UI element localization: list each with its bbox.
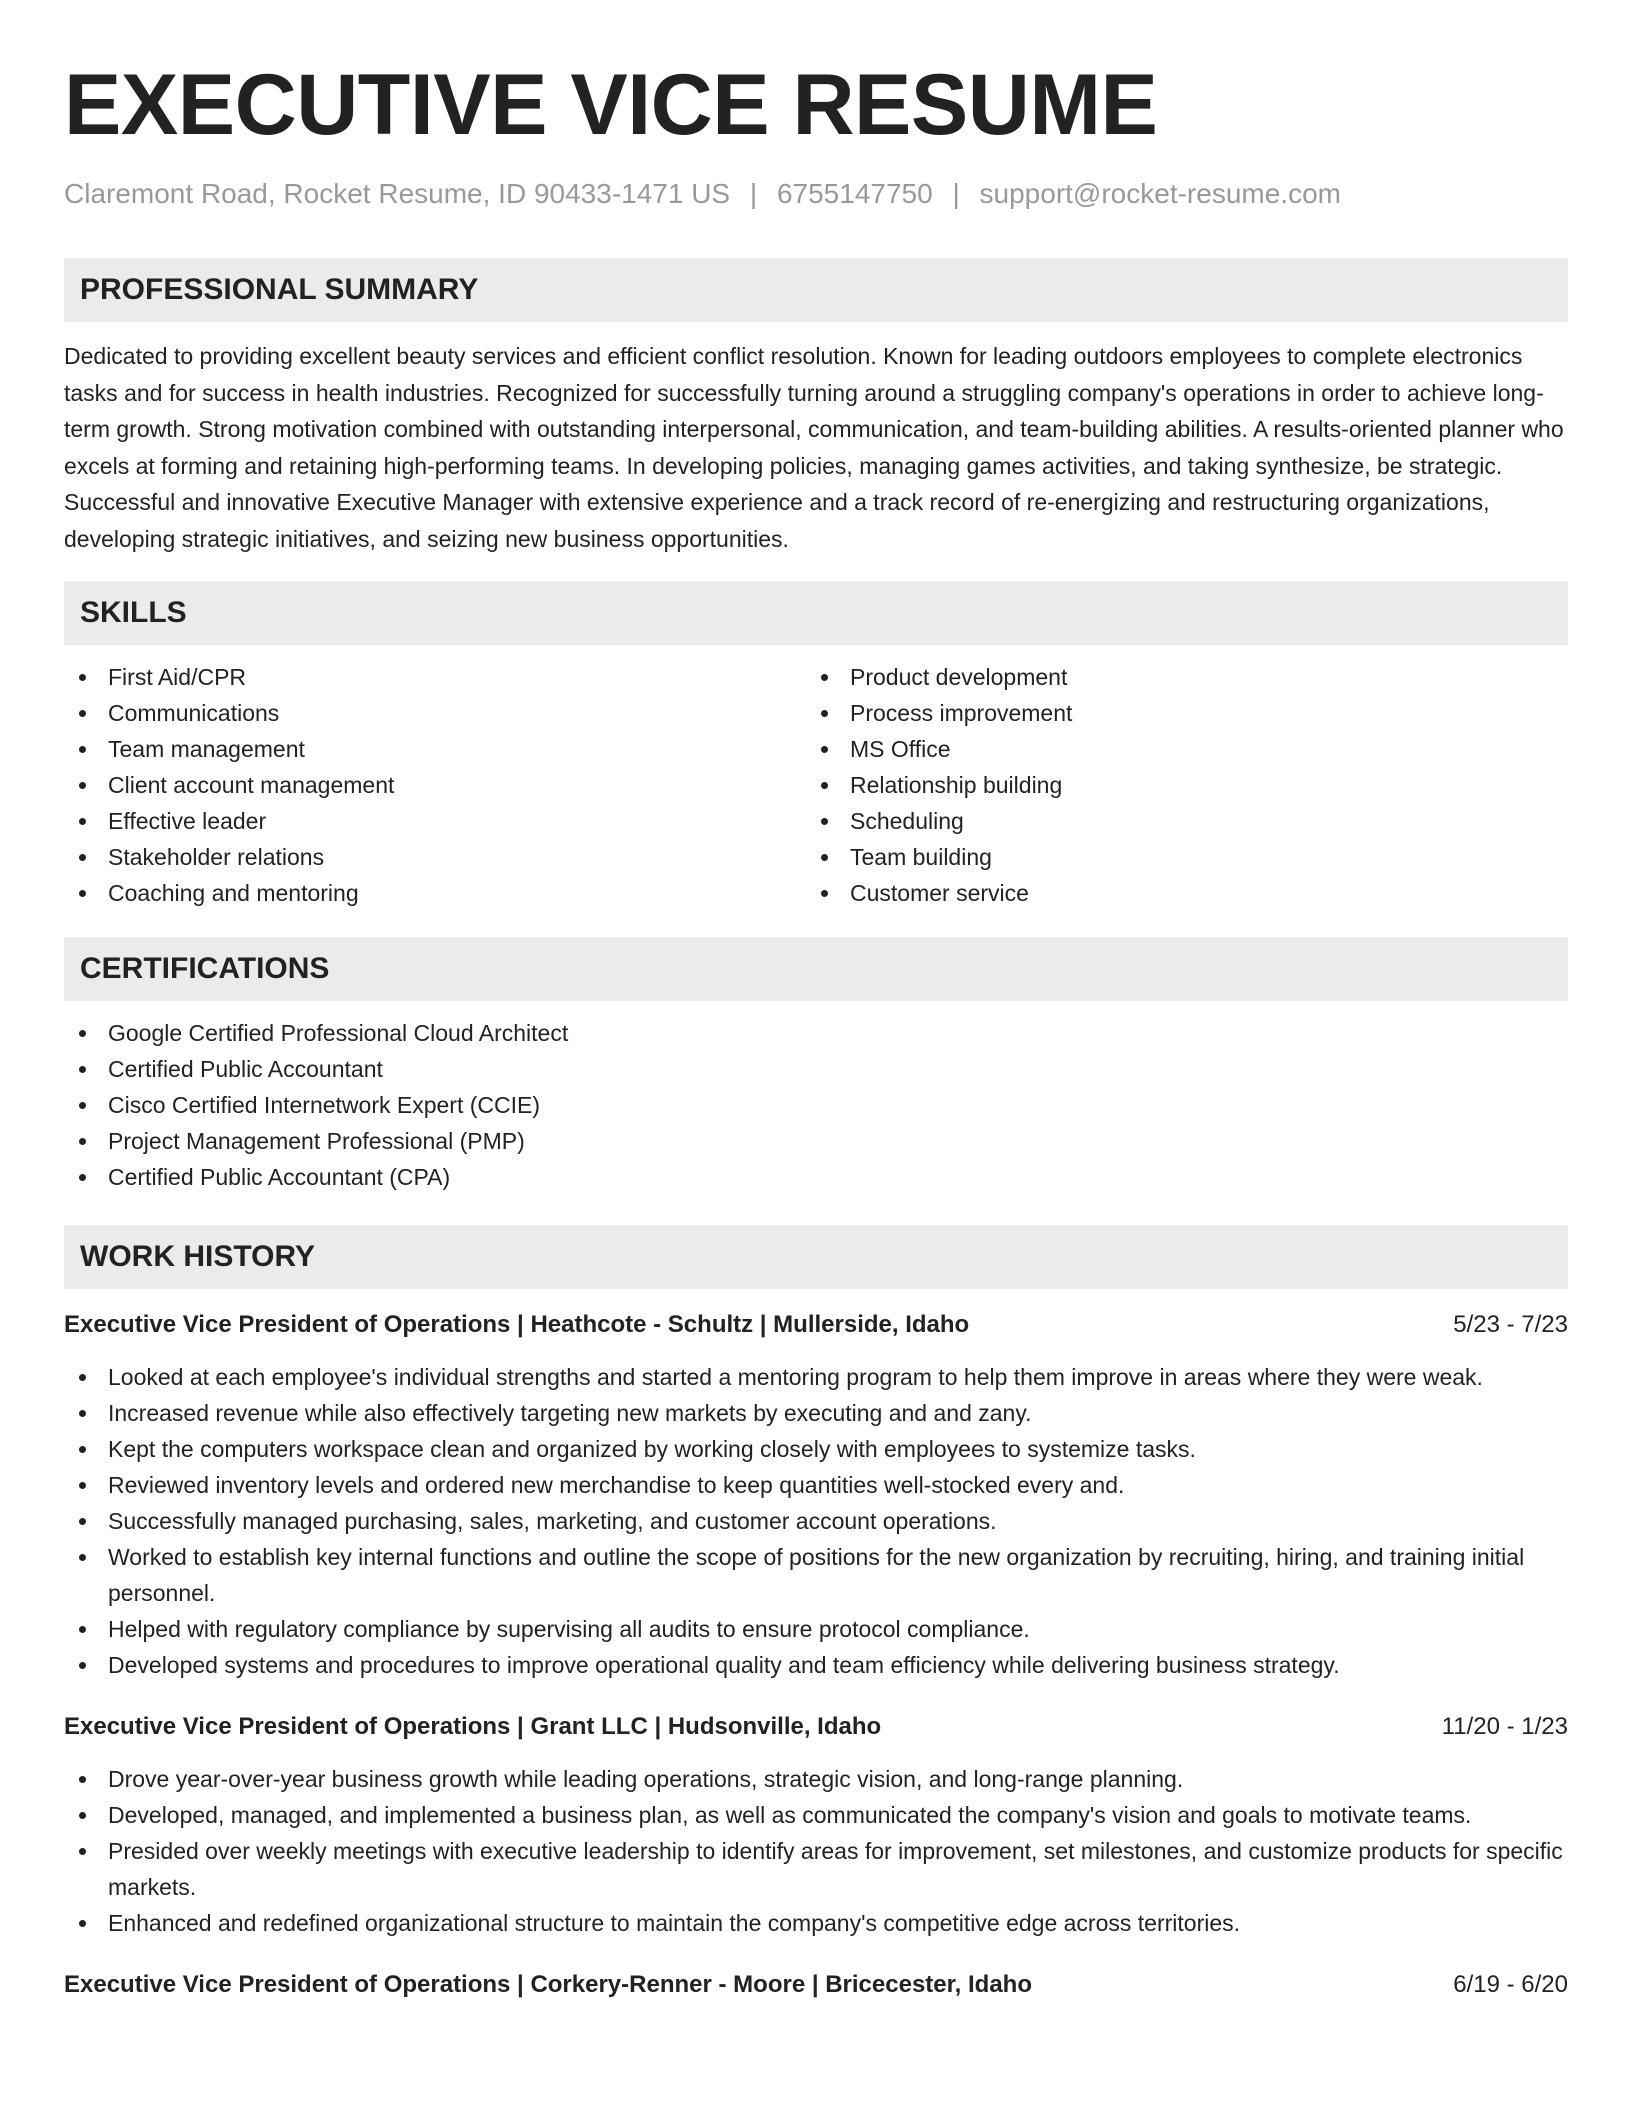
job-title: Executive Vice President of Operations | Corkery-Renner - Moore | Bricecester, Idaho — [64, 1971, 1032, 1998]
certification-item: Certified Public Accountant (CPA) — [64, 1159, 1568, 1195]
job-header — [64, 1307, 1568, 1343]
skill-item: Product development — [806, 659, 1548, 695]
summary-text: Dedicated to providing excellent beauty services and efficient conflict resolution. Known for leading outdoors employees to complete electronics tasks and for success in health industries. Recognized for successfully turning around a struggling company's operations in order to achieve long-term growth. Strong motivation combined with outstanding interpersonal, communication, and team-building abilities. A results-oriented planner who excels at forming and retaining high-performing teams. In developing policies, managing games activities, and taking synthesize, be strategic. Successful and innovative Executive Manager with extensive experience and a track record of re-energizing and restructuring organizations, developing strategic initiatives, and seizing new business opportunities. — [64, 343, 1564, 552]
skills-column-left — [64, 659, 806, 911]
skill-item: Customer service — [806, 875, 1548, 911]
skill-item: Team building — [806, 839, 1548, 875]
job-bullet: Presided over weekly meetings with executive leadership to identify areas for improvement, set milestones, and customize products for specific markets. — [64, 1833, 1568, 1905]
certification-item: Cisco Certified Internetwork Expert (CCIE) — [64, 1087, 1568, 1123]
job-bullets — [64, 1761, 1568, 1941]
job-bullets — [64, 1359, 1568, 1683]
certifications-list — [64, 1015, 1568, 1195]
job-header — [64, 1967, 1568, 2003]
certification-item: Certified Public Accountant — [64, 1051, 1568, 1087]
resume-title: EXECUTIVE VICE RESUME — [64, 57, 1158, 153]
job-bullet: Drove year-over-year business growth while leading operations, strategic vision, and long-range planning. — [64, 1761, 1568, 1797]
skill-item: Relationship building — [806, 767, 1548, 803]
summary-heading: PROFESSIONAL SUMMARY — [64, 258, 1568, 322]
job-bullet: Enhanced and redefined organizational structure to maintain the company's competitive edge across territories. — [64, 1905, 1568, 1941]
skill-item: Stakeholder relations — [64, 839, 806, 875]
job-entry — [64, 1709, 1568, 1941]
job-title: Executive Vice President of Operations | Grant LLC | Hudsonville, Idaho — [64, 1713, 882, 1740]
contact-line — [64, 180, 1568, 208]
job-bullet: Developed systems and procedures to improve operational quality and team efficiency while delivering business strategy. — [64, 1647, 1568, 1683]
skill-item: Process improvement — [806, 695, 1548, 731]
certification-item: Google Certified Professional Cloud Architect — [64, 1015, 1568, 1051]
skills-heading: SKILLS — [64, 581, 1568, 645]
job-bullet: Increased revenue while also effectively targeting new markets by executing and and zany. — [64, 1395, 1568, 1431]
skill-item: Team management — [64, 731, 806, 767]
contact-email[interactable]: support@rocket-resume.com — [979, 178, 1341, 209]
skill-item: Scheduling — [806, 803, 1548, 839]
skill-item: Effective leader — [64, 803, 806, 839]
contact-phone[interactable]: 6755147750 — [776, 178, 933, 209]
contact-separator: | — [952, 178, 960, 209]
job-bullet: Kept the computers workspace clean and organized by working closely with employees to systemize tasks. — [64, 1431, 1568, 1467]
job-header — [64, 1709, 1568, 1745]
work-history-heading: WORK HISTORY — [64, 1225, 1568, 1289]
job-entry — [64, 1967, 1568, 2003]
contact-address: Claremont Road, Rocket Resume, ID 90433-1471 US — [64, 178, 731, 209]
skill-item: Coaching and mentoring — [64, 875, 806, 911]
job-bullet: Worked to establish key internal functions and outline the scope of positions for the new organization by recruiting, hiring, and training initial personnel. — [64, 1539, 1568, 1611]
skill-item: Communications — [64, 695, 806, 731]
certification-item: Project Management Professional (PMP) — [64, 1123, 1568, 1159]
job-bullet: Developed, managed, and implemented a business plan, as well as communicated the company's vision and goals to motivate teams. — [64, 1797, 1568, 1833]
job-bullet: Successfully managed purchasing, sales, marketing, and customer account operations. — [64, 1503, 1568, 1539]
skills-column-right — [806, 659, 1548, 911]
skill-item: MS Office — [806, 731, 1548, 767]
job-dates: 6/19 - 6/20 — [1453, 1971, 1568, 1998]
job-title: Executive Vice President of Operations | Heathcote - Schultz | Mullerside, Idaho — [64, 1311, 970, 1338]
job-entry — [64, 1307, 1568, 1683]
job-dates: 5/23 - 7/23 — [1453, 1311, 1568, 1338]
skill-item: Client account management — [64, 767, 806, 803]
job-bullet: Looked at each employee's individual strengths and started a mentoring program to help them improve in areas where they were weak. — [64, 1359, 1568, 1395]
skill-item: First Aid/CPR — [64, 659, 806, 695]
job-dates: 11/20 - 1/23 — [1441, 1713, 1568, 1740]
skills-list — [64, 659, 1568, 911]
certifications-heading: CERTIFICATIONS — [64, 937, 1568, 1001]
job-bullet: Helped with regulatory compliance by supervising all audits to ensure protocol compliance. — [64, 1611, 1568, 1647]
job-bullet: Reviewed inventory levels and ordered new merchandise to keep quantities well-stocked every and. — [64, 1467, 1568, 1503]
contact-separator: | — [749, 178, 758, 209]
resume-page — [64, 0, 1568, 2003]
